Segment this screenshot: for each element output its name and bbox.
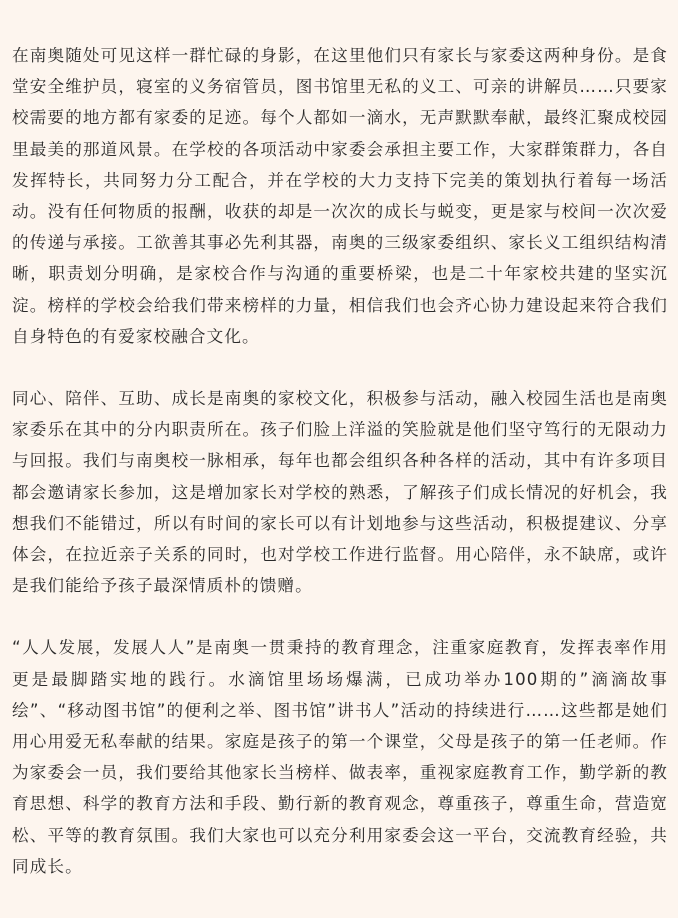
paragraph-home-school-volunteers: 在南奥随处可见这样一群忙碌的身影，在这里他们只有家长与家委这两种身份。是食堂安全维护员，寝室的义务宿管员，图书馆里无私的义工、可亲的讲解员……只要家校需要的地方都有家委的足迹。每个人都如一滴水，无声默默奉献，最终汇聚成校园里最美的那道风景。在学校的各项活动中家委会承担主要工作，大家群策群力，各自发挥特长，共同努力分工配合，并在学校的大力支持下完美的策划执行着每一场活动。没有任何物质的报酬，收获的却是一次次的成长与蜕变，更是家与校间一次次爱的传递与承接。工欲善其事必先利其器，南奥的三级家委组织、家长义工组织结构清晰，职责划分明确，是家校合作与沟通的重要桥梁，也是二十年家校共建的坚实沉淀。榜样的学校会给我们带来榜样的力量，相信我们也会齐心协力建设起来符合我们自身特色的有爱家校融合文化。 [12,46,668,346]
paragraph-home-school-culture: 同心、陪伴、互助、成长是南奥的家校文化，积极参与活动，融入校园生活也是南奥家委乐在其中的分内职责所在。孩子们脸上洋溢的笑脸就是他们坚守笃行的无限动力与回报。我们与南奥校一脉相承，每年也都会组织各种各样的活动，其中有许多项目都会邀请家长参加，这是增加家长对学校的熟悉，了解孩子们成长情况的好机会，我想我们不能错过，所以有时间的家长可以有计划地参与这些活动，积极提建议、分享体会，在拉近亲子关系的同时，也对学校工作进行监督。用心陪伴，永不缺席，或许是我们能给予孩子最深情质朴的馈赠。 [12,389,668,596]
paragraph-education-philosophy: “人人发展，发展人人”是南奥一贯秉持的教育理念，注重家庭教育，发挥表率作用更是最脚踏实地的践行。水滴馆里场场爆满，已成功举办100期的”滴滴故事绘”、“移动图书馆”的便利之举、图书馆”讲书人”活动的持续进行……这些都是她们用心用爱无私奉献的结果。家庭是孩子的第一个课堂，父母是孩子的第一任老师。作为家委会一员，我们要给其他家长当榜样、做表率，重视家庭教育工作，勤学新的教育思想、科学的教育方法和手段、勤行新的教育观念，尊重孩子，尊重生命，营造宽松、平等的教育氛围。我们大家也可以充分利用家委会这一平台，交流教育经验，共同成长。 [12,638,668,876]
